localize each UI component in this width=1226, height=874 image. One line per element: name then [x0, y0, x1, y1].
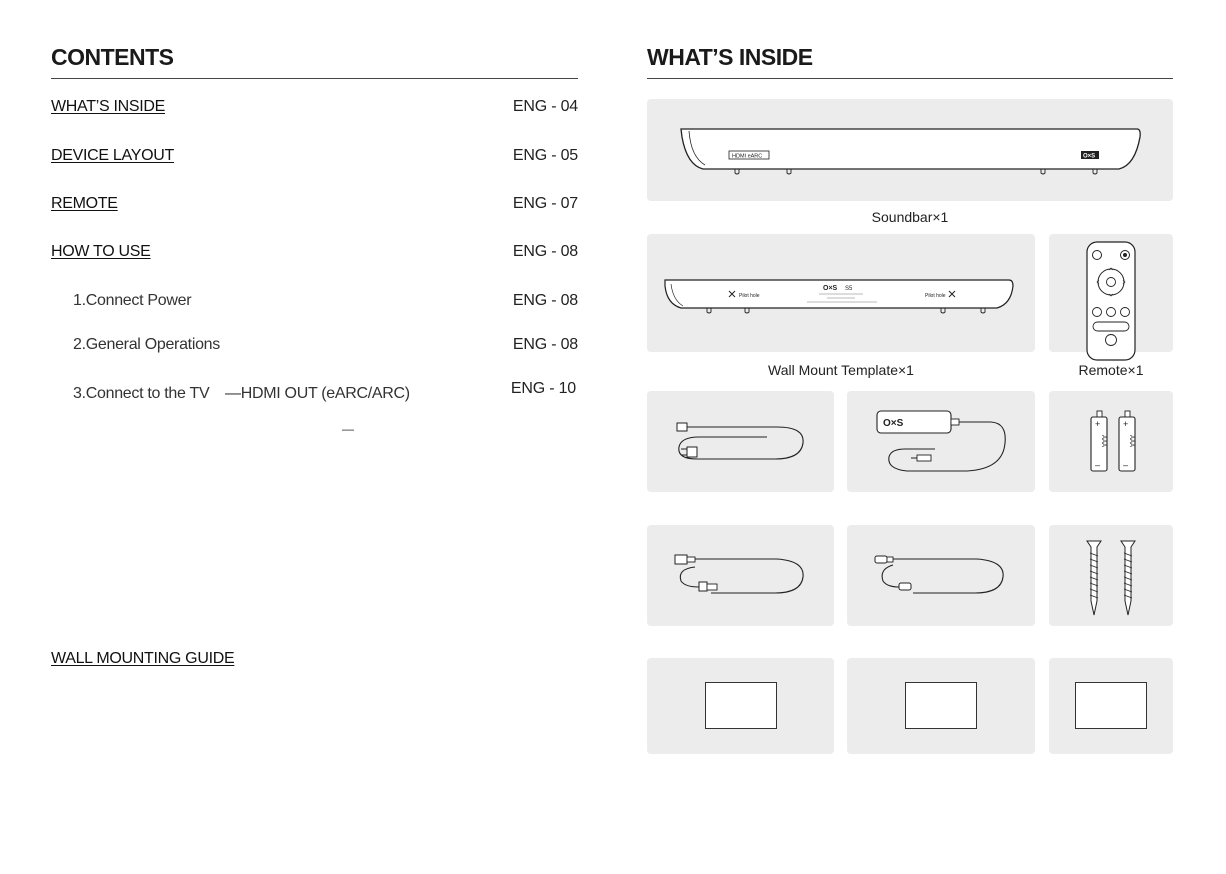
adapter-brand-text: O×S — [883, 418, 904, 429]
soundbar-panel — [647, 99, 1173, 201]
template-brand-text: O×S — [823, 285, 838, 292]
screws-panel — [1049, 525, 1173, 626]
stray-dash: — — [342, 422, 354, 436]
whats-inside-rule — [647, 78, 1173, 79]
wall-template-panel — [647, 234, 1035, 352]
svg-text:–: – — [1095, 460, 1101, 470]
remote-panel — [1049, 234, 1173, 352]
toc-link-whats-inside[interactable]: WHAT’S INSIDE — [51, 98, 166, 115]
remote-illustration — [1049, 234, 1173, 352]
placeholder-box-2 — [905, 682, 977, 729]
power-cord-icon — [647, 391, 834, 492]
toc-link-device-layout[interactable]: DEVICE LAYOUT — [51, 147, 174, 164]
remote-caption: Remote×1 — [1078, 362, 1144, 378]
toc-page-remote: ENG - 07 — [512, 195, 578, 212]
placeholder-box-3 — [1075, 682, 1147, 729]
contents-rule — [51, 78, 578, 79]
soundbar-caption: Soundbar×1 — [871, 209, 949, 225]
batteries-panel — [1049, 391, 1173, 492]
wall-template-caption: Wall Mount Template×1 — [768, 362, 914, 378]
toc-page-whats-inside: ENG - 04 — [512, 98, 578, 115]
toc-page-connect-tv: ENG - 10 — [510, 380, 576, 397]
power-cord-panel — [647, 391, 834, 492]
placeholder-panel-3 — [1049, 658, 1173, 754]
toc-page-general-operations: ENG - 08 — [512, 336, 578, 353]
optical-cable-icon — [847, 525, 1035, 626]
template-left-label: Pilot hole — [739, 293, 760, 299]
soundbar-illustration — [647, 99, 1173, 201]
battery-label-2: AAA — [1128, 435, 1134, 448]
soundbar-brand-text: O×S — [1083, 153, 1096, 160]
toc-link-remote[interactable]: REMOTE — [51, 195, 118, 212]
hdmi-cable-panel — [647, 525, 834, 626]
batteries-icon — [1049, 391, 1173, 492]
adapter-panel — [847, 391, 1035, 492]
power-adapter-icon — [847, 391, 1035, 492]
toc-sub-general-operations[interactable]: 2.General Operations — [73, 336, 220, 353]
toc-sub-connect-power[interactable]: 1.Connect Power — [73, 292, 192, 309]
placeholder-panel-2 — [847, 658, 1035, 754]
toc-link-wall-mounting[interactable]: WALL MOUNTING GUIDE — [51, 650, 235, 667]
template-model-text: S5 — [845, 286, 853, 292]
placeholder-panel-1 — [647, 658, 834, 754]
wall-template-illustration — [647, 234, 1035, 352]
placeholder-box-1 — [705, 682, 777, 729]
hdmi-cable-icon — [647, 525, 834, 626]
toc-page-device-layout: ENG - 05 — [512, 147, 578, 164]
screws-icon — [1049, 525, 1173, 626]
toc-link-how-to-use[interactable]: HOW TO USE — [51, 243, 151, 260]
battery-label-1: AAA — [1100, 435, 1106, 448]
soundbar-badge-text: HDMI eARC — [732, 153, 763, 160]
toc-page-connect-power: ENG - 08 — [512, 292, 578, 309]
svg-text:–: – — [1123, 460, 1129, 470]
whats-inside-title: WHAT’S INSIDE — [647, 44, 813, 70]
template-right-label: Pilot hole — [925, 293, 946, 299]
contents-title: CONTENTS — [51, 44, 174, 70]
optical-cable-panel — [847, 525, 1035, 626]
svg-text:+: + — [1123, 419, 1129, 429]
toc-sub-connect-tv[interactable]: 3.Connect to the TV —HDMI OUT (eARC/ARC) — [73, 385, 410, 402]
toc-page-how-to-use: ENG - 08 — [512, 243, 578, 260]
svg-text:+: + — [1095, 419, 1101, 429]
